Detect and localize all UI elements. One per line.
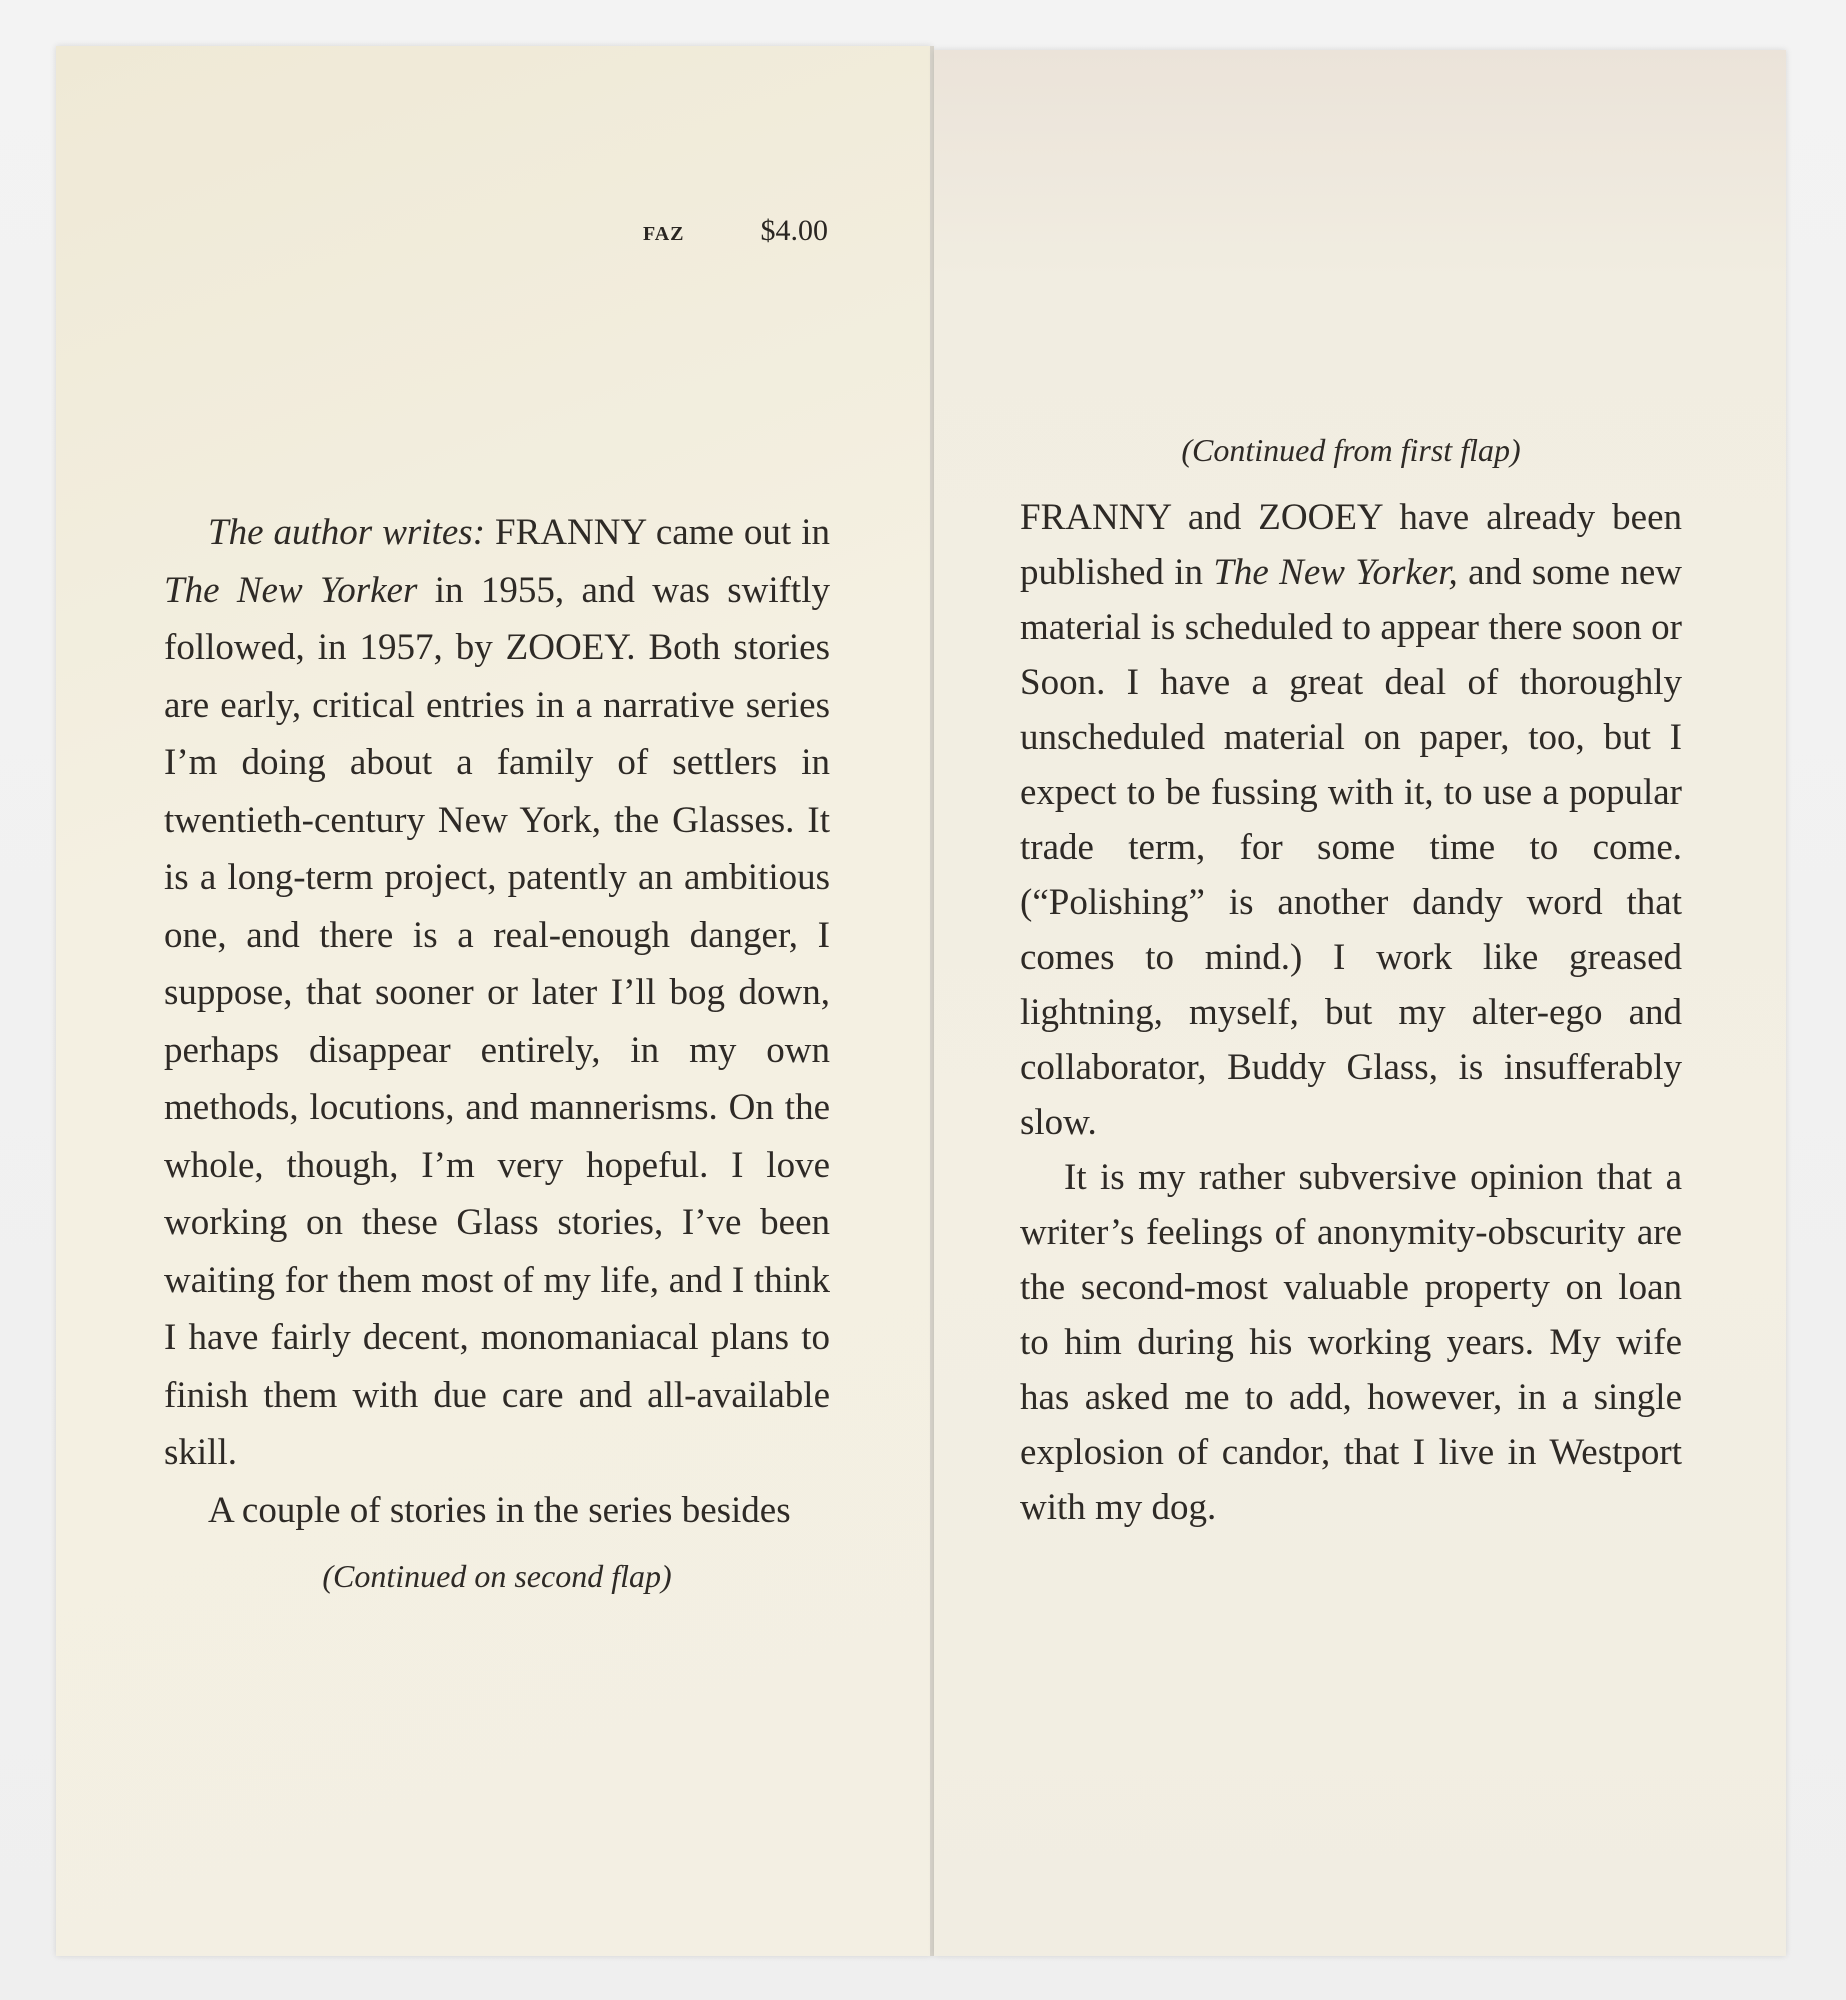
second-flap-paragraph-1 <box>1020 490 1682 1150</box>
magazine-title: The New Yorker, <box>1213 552 1458 593</box>
para1-rest: in 1955, and was swiftly followed, in 1957, by ZOOEY. Both stories are early, critical entries in a narrative series I’m doing about a family of settlers in twentieth-century New York, the Glasses. It is a long-term project, patently an ambitious one, and there is a real-enough danger, I suppose, that sooner or later I’ll bog down, perhaps disappear entirely, in my own methods, locutions, and mannerisms. On the whole, though, I’m very hopeful. I love working on these Glass stories, I’ve been waiting for them most of my life, and I think I have fairly decent, monomaniacal plans to finish them with due care and all-available skill. <box>164 569 830 1473</box>
continued-on-note: (Continued on second flap) <box>322 1558 672 1594</box>
first-flap-paragraph-1 <box>164 504 830 1482</box>
second-flap-text <box>1020 490 1682 1535</box>
second-flap <box>934 50 1786 1956</box>
publisher-code: FAZ <box>642 223 685 245</box>
continued-from-note: (Continued from first flap) <box>1181 432 1521 468</box>
first-flap <box>56 46 932 1956</box>
lead-italic: The author writes: <box>208 512 486 553</box>
price-row <box>643 214 828 248</box>
second-flap-paragraph-2: It is my rather subversive opinion that a writer’s feelings of anonymity-obscurity are the second-most valuable property on loan to him during his working years. My wife has asked me to add, however, in a single explosion of candor, that I live in Westport with my dog. <box>1020 1157 1682 1528</box>
para1-rest: and some new material is scheduled to appear there soon or Soon. I have a great deal of thoroughly unscheduled material on paper, too, but I expect to be fussing with it, to use a popular trade term, for some time to come. (“Polishing” is another dandy word that comes to mind.) I work like greased lightning, myself, but my alter-ego and collaborator, Buddy Glass, is insufferably slow. <box>1020 552 1682 1143</box>
price: $4.00 <box>760 214 828 247</box>
para1-start: FRANNY came out in <box>485 512 830 553</box>
magazine-title: The New Yorker <box>164 569 418 611</box>
first-flap-text <box>164 504 830 1539</box>
first-flap-paragraph-2: A couple of stories in the series besides <box>208 1489 791 1531</box>
para1-start: FRANNY and ZOOEY have already been published in <box>1020 497 1682 593</box>
